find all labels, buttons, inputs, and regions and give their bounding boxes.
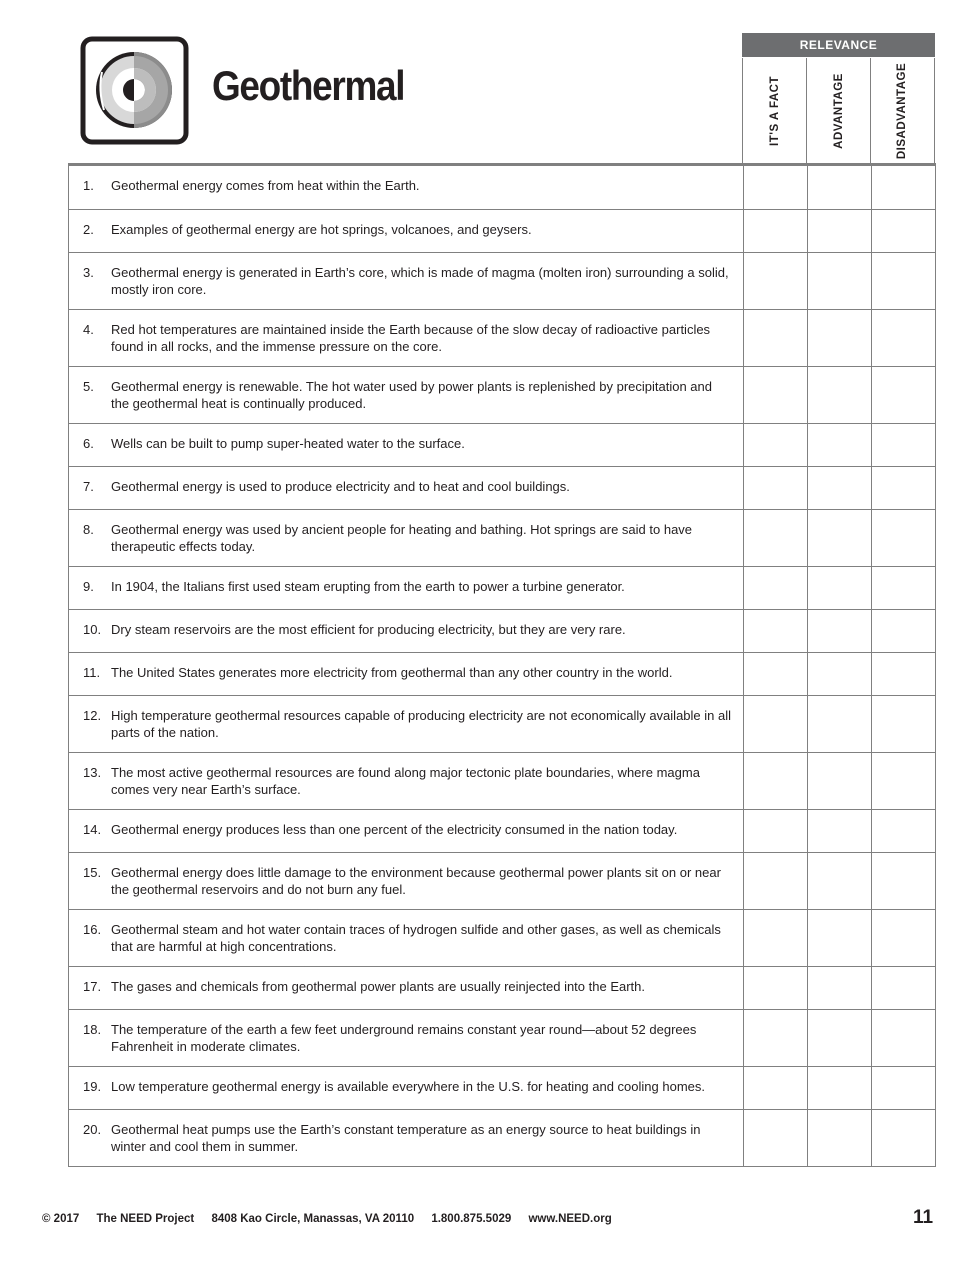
statement-row [69,423,936,466]
answer-cell-advantage[interactable] [807,809,871,852]
statement-text: Low temperature geothermal energy is available everywhere in the U.S. for heating and cooling homes. [111,1078,706,1094]
statement-number: 8. [83,521,94,537]
statement-number: 11. [83,664,101,680]
statement-text: Geothermal energy comes from heat within the Earth. [111,178,420,193]
answer-cell-disadvantage[interactable] [871,166,935,209]
statement-cell [69,423,744,466]
column-label-disadvantage: DISADVANTAGE [896,62,909,160]
statement-cell [69,695,744,752]
statement-cell [69,609,744,652]
statement-number: 2. [83,221,94,237]
statement-cell [69,366,744,423]
statement-cell [69,652,744,695]
statement-number: 12. [83,707,102,723]
statement-number: 4. [83,321,94,337]
answer-cell-disadvantage[interactable] [871,1109,935,1166]
footer-address: 8408 Kao Circle, Manassas, VA 20110 [211,1213,415,1225]
answer-cell-fact[interactable] [743,852,807,909]
relevance-header: RELEVANCE [742,33,935,57]
statement-row [69,852,936,909]
page-title: Geothermal [212,62,405,109]
statement-cell [69,1009,744,1066]
statement-number: 1. [83,178,94,193]
answer-cell-disadvantage[interactable] [871,652,935,695]
statement-cell [69,209,744,252]
statement-cell [69,466,744,509]
statement-cell [69,966,744,1009]
statement-row [69,1109,936,1166]
statement-text: Geothermal energy produces less than one percent of the electricity consumed in the nation today. [111,821,678,837]
statement-row [69,466,936,509]
statement-text: Geothermal energy is renewable. The hot water used by power plants is replenished by precipitation and the geothermal heat is continually produced. [111,378,712,411]
statement-cell [69,252,744,309]
answer-cell-advantage[interactable] [807,166,871,209]
answer-cell-advantage[interactable] [807,252,871,309]
footer-phone: 1.800.875.5029 [431,1213,512,1225]
statement-number: 5. [83,378,94,394]
answer-cell-fact[interactable] [743,966,807,1009]
page-number: 11 [913,1207,934,1228]
statement-text: Geothermal energy was used by ancient people for heating and bathing. Hot springs are said to have therapeutic effects today. [111,521,693,554]
answer-cell-disadvantage[interactable] [871,966,935,1009]
statement-number: 16. [83,921,102,937]
answer-cell-advantage[interactable] [807,852,871,909]
answer-cell-disadvantage[interactable] [871,1066,935,1109]
answer-cell-advantage[interactable] [807,695,871,752]
answer-cell-disadvantage[interactable] [871,909,935,966]
answer-cell-disadvantage[interactable] [871,695,935,752]
statement-row [69,166,936,209]
column-header-disadvantage [870,58,935,164]
answer-cell-fact[interactable] [743,609,807,652]
statement-row [69,1066,936,1109]
statement-row [69,609,936,652]
answer-cell-disadvantage[interactable] [871,809,935,852]
answer-cell-disadvantage[interactable] [871,566,935,609]
answer-cell-disadvantage[interactable] [871,1009,935,1066]
answer-cell-advantage[interactable] [807,652,871,695]
statement-cell [69,509,744,566]
answer-cell-advantage[interactable] [807,566,871,609]
statement-number: 9. [83,578,94,594]
statement-text: Dry steam reservoirs are the most efficient for producing electricity, but they are very rare. [111,621,626,637]
statement-text: Examples of geothermal energy are hot springs, volcanoes, and geysers. [111,221,532,237]
statement-text: Red hot temperatures are maintained inside the Earth because of the slow decay of radioactive particles found in all rocks, and the immense pressure on the core. [111,321,711,354]
footer-website: www.NEED.org [528,1213,612,1225]
column-header-advantage [806,58,870,164]
answer-cell-fact[interactable] [743,423,807,466]
statement-text: The most active geothermal resources are found along major tectonic plate boundaries, where magma comes very near Earth’s surface. [111,764,700,797]
statement-number: 7. [83,478,94,494]
statement-text: Geothermal energy is generated in Earth’s core, which is made of magma (molten iron) surrounding a solid, mostly iron core. [111,264,729,297]
answer-cell-fact[interactable] [743,209,807,252]
statement-number: 15. [83,864,102,880]
statement-text: Geothermal heat pumps use the Earth’s constant temperature as an energy source to heat buildings in winter and cool them in summer. [111,1121,701,1154]
statement-row [69,566,936,609]
answer-cell-disadvantage[interactable] [871,752,935,809]
column-header-fact [742,58,806,164]
statement-cell [69,166,744,209]
statement-cell [69,309,744,366]
statement-row [69,809,936,852]
answer-cell-disadvantage[interactable] [871,852,935,909]
statement-number: 19. [83,1078,102,1094]
statement-cell [69,809,744,852]
answer-cell-fact[interactable] [743,466,807,509]
statement-row [69,752,936,809]
statement-text: High temperature geothermal resources capable of producing electricity are not economically available in all parts of the nation. [111,707,731,740]
statement-row [69,366,936,423]
statement-row [69,966,936,1009]
statement-text: The temperature of the earth a few feet underground remains constant year round—about 52 degrees Fahrenheit in moderate climates. [111,1021,697,1054]
footer [42,1213,626,1225]
answer-cell-advantage[interactable] [807,423,871,466]
answer-cell-advantage[interactable] [807,909,871,966]
statement-row [69,252,936,309]
column-label-fact: IT'S A FACT [768,76,781,146]
answer-cell-advantage[interactable] [807,1066,871,1109]
statement-text: Geothermal energy is used to produce electricity and to heat and cool buildings. [111,478,570,494]
footer-copyright: © 2017 [42,1213,80,1225]
answer-cell-advantage[interactable] [807,1109,871,1166]
statements-table [68,166,936,1167]
answer-cell-disadvantage[interactable] [871,609,935,652]
answer-cell-fact[interactable] [743,252,807,309]
statement-cell [69,1066,744,1109]
statement-number: 18. [83,1021,102,1037]
footer-org: The NEED Project [96,1213,195,1225]
answer-cell-fact[interactable] [743,1009,807,1066]
statement-row [69,509,936,566]
answer-cell-advantage[interactable] [807,1009,871,1066]
statement-text: The United States generates more electricity from geothermal than any other country in the world. [111,664,673,680]
statement-row [69,695,936,752]
statement-text: Geothermal steam and hot water contain traces of hydrogen sulfide and other gases, as well as chemicals that are harmful at high concentrations. [111,921,721,954]
answer-cell-advantage[interactable] [807,609,871,652]
statement-cell [69,1109,744,1166]
statement-number: 10. [83,621,102,637]
statement-row [69,909,936,966]
geothermal-earth-logo-icon [80,36,189,145]
statement-number: 13. [83,764,102,780]
answer-cell-fact[interactable] [743,752,807,809]
statement-row [69,1009,936,1066]
answer-cell-fact[interactable] [743,1066,807,1109]
statement-cell [69,852,744,909]
answer-cell-advantage[interactable] [807,366,871,423]
answer-cell-disadvantage[interactable] [871,366,935,423]
answer-cell-fact[interactable] [743,166,807,209]
answer-cell-disadvantage[interactable] [871,509,935,566]
answer-cell-fact[interactable] [743,909,807,966]
answer-cell-fact[interactable] [743,309,807,366]
statement-row [69,209,936,252]
answer-cell-disadvantage[interactable] [871,209,935,252]
answer-cell-disadvantage[interactable] [871,309,935,366]
statement-row [69,652,936,695]
answer-cell-advantage[interactable] [807,509,871,566]
statement-number: 6. [83,435,94,451]
answer-cell-fact[interactable] [743,366,807,423]
answer-cell-fact[interactable] [743,809,807,852]
answer-cell-advantage[interactable] [807,309,871,366]
statement-number: 3. [83,264,94,280]
statement-text: In 1904, the Italians first used steam erupting from the earth to power a turbine generator. [111,578,625,594]
answer-cell-advantage[interactable] [807,966,871,1009]
statement-cell [69,752,744,809]
statement-text: Geothermal energy does little damage to the environment because geothermal power plants sit on or near the geothermal reservoirs and do not burn any fuel. [111,864,721,897]
answer-cell-advantage[interactable] [807,209,871,252]
column-label-advantage: ADVANTAGE [832,73,845,149]
statement-text: Wells can be built to pump super-heated water to the surface. [111,435,465,451]
answer-cell-disadvantage[interactable] [871,252,935,309]
answer-cell-fact[interactable] [743,566,807,609]
answer-cell-advantage[interactable] [807,466,871,509]
answer-cell-disadvantage[interactable] [871,466,935,509]
answer-cell-advantage[interactable] [807,752,871,809]
statement-text: The gases and chemicals from geothermal power plants are usually reinjected into the Earth. [111,978,646,994]
answer-cell-fact[interactable] [743,652,807,695]
answer-cell-fact[interactable] [743,509,807,566]
answer-cell-disadvantage[interactable] [871,423,935,466]
answer-cell-fact[interactable] [743,695,807,752]
statement-number: 14. [83,821,102,837]
statement-cell [69,909,744,966]
answer-cell-fact[interactable] [743,1109,807,1166]
statement-row [69,309,936,366]
statement-cell [69,566,744,609]
statement-number: 17. [83,978,102,994]
statement-number: 20. [83,1121,102,1137]
